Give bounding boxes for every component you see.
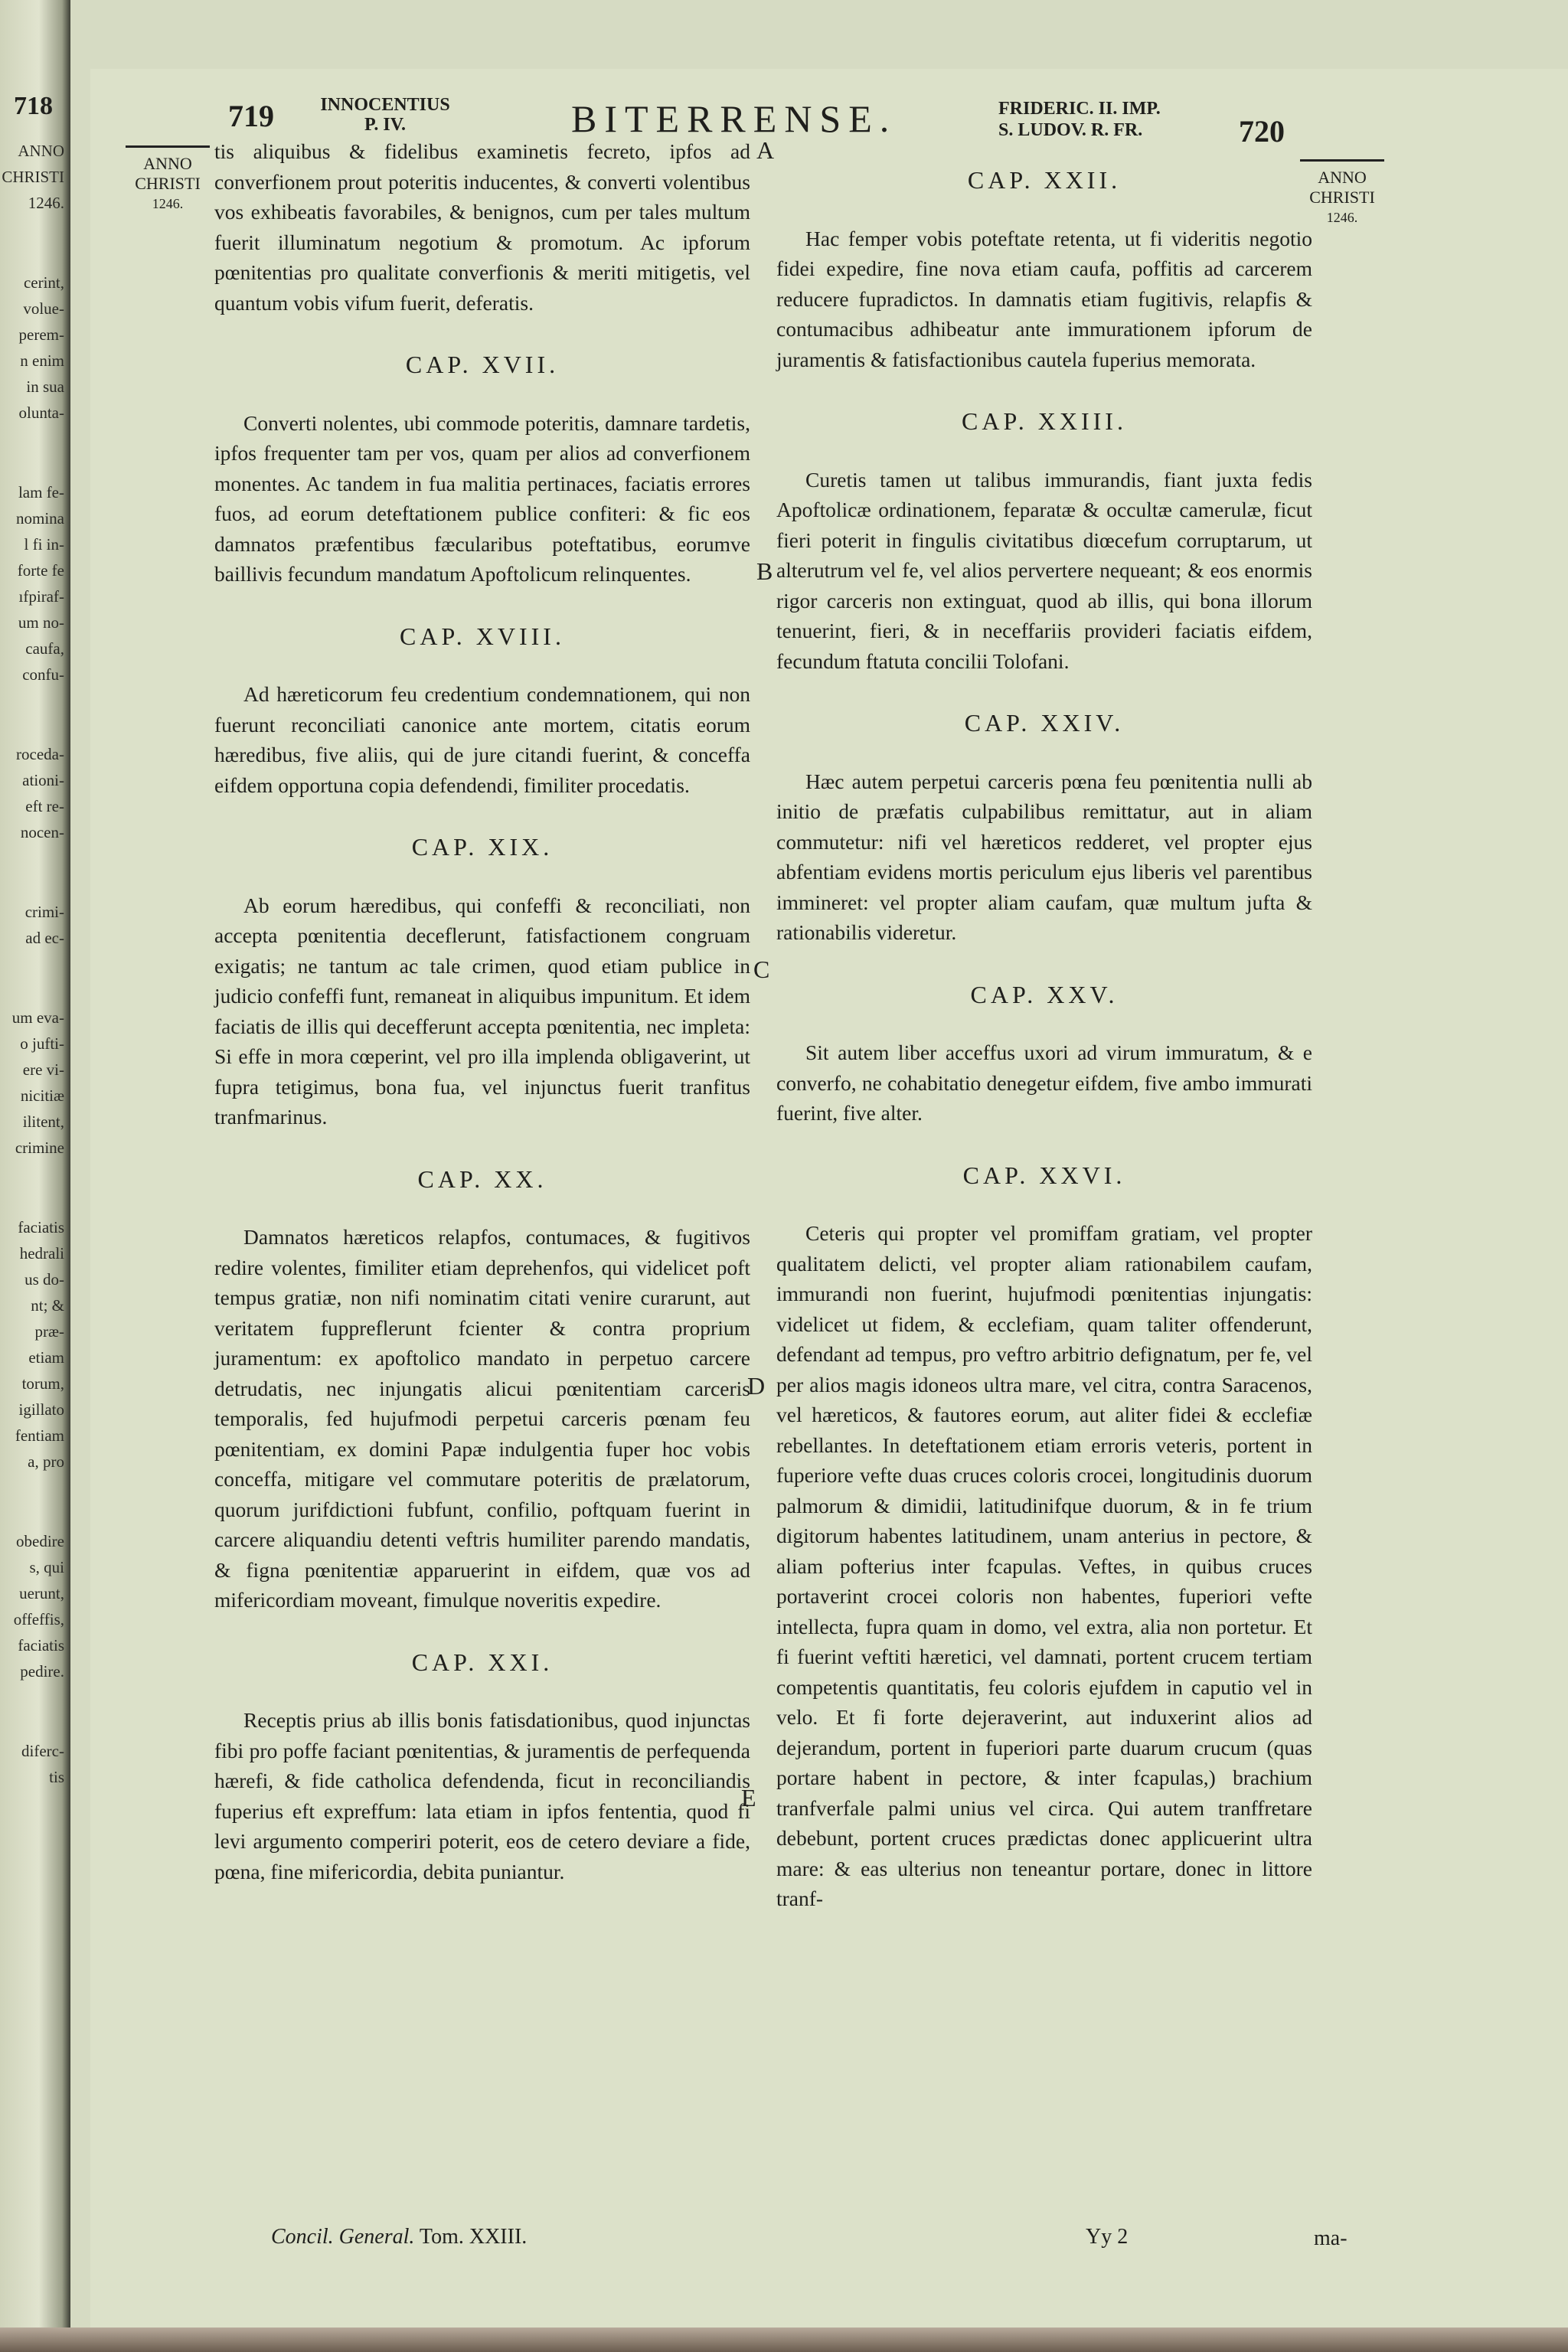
section-letter-d: D — [747, 1372, 766, 1400]
previous-page-fragment: ad ec- — [25, 929, 64, 947]
previous-page-fragment: fentiam — [15, 1426, 64, 1445]
chapter-heading: CAP. XXIII. — [962, 407, 1127, 435]
margin-note-line3: 1246. — [152, 196, 184, 211]
section-letter-a: A — [756, 136, 775, 164]
previous-page-fragment: torum, — [21, 1374, 64, 1393]
previous-page-fragment: ıfpiraf- — [18, 587, 64, 606]
signature-mark: Yy 2 — [1086, 2225, 1129, 2249]
margin-rule — [1300, 159, 1384, 162]
previous-page-fragment: igillato — [18, 1400, 64, 1419]
chapter-text: Hac femper vobis poteftate retenta, ut fi videritis negotio fidei expedire, fine nova etiam caufa, poffitis ad carcerem reducere fupradictos. In damnatis etiam fugitivis, relapfis & contumacibus adhibeatur ante immurationem ipforum de juramentis & fatisfactionibus cautela fuperius memorata. — [776, 226, 1312, 371]
previous-page-fragment: in sua — [26, 377, 64, 396]
previous-page-fragment: roceda- — [16, 745, 64, 763]
previous-page-fragment: lam fe- — [18, 483, 64, 501]
left-text-column — [214, 136, 750, 1886]
previous-page-fragment: volue- — [23, 299, 64, 318]
previous-page-fragment: o jufti- — [20, 1034, 64, 1053]
previous-page-fragment: CHRISTI — [2, 168, 64, 186]
chapter-heading: CAP. XXI. — [411, 1648, 554, 1676]
previous-page-fragment: ilitent, — [22, 1112, 64, 1131]
previous-page-fragment: ANNO — [18, 142, 64, 160]
previous-page-fragment: uerunt, — [19, 1584, 64, 1602]
previous-page-fragment: s, qui — [29, 1558, 64, 1576]
chapter-text: Receptis prius ab illis bonis fatisdationibus, quod injunctas fibi pro poffe faciant pœnitentias, & juramentis de perfequenda hærefi, & fide catholica defendenda, ficut in reconciliandis fuperius eft expreffum: lata etiam in ipfos fententia, quod fi levi argumento comperiri poterit, eos de cetero deviare a fide, pœna, fine mifericordia, debita puniantur. — [214, 1708, 750, 1883]
chapter-heading: CAP. XXIV. — [964, 709, 1125, 737]
catchword: ma- — [1314, 2226, 1348, 2250]
continued-paragraph: tis aliquibus & fidelibus examinetis fecreto, ipfos ad converfionem prout poteritis inducentes, & converti volentibus vos exhibeatis favorabiles, & benignos, cum per tales multum fuerit illuminatum negotium & promotum. Ac ipforum pœnitentias pro qualitate converfionis & meriti mitigetis, vel quantum vobis vifum fuerit, deferatis. — [214, 139, 750, 315]
chapter-text: Curetis tamen ut talibus immurandis, fiant juxta fedis Apoftolicæ ordinationem, feparatæ & occultæ camerulæ, ficut fieri poterit in fingulis civitatibus diœcefum corruptarum, ut alterutrum vel fe, vel alios pervertere nequeant; & eos enormis rigor carceris non extinguat, quod ab illis, qui bona illorum tenuerint, fieri, & in neceffariis provideri faciatis eifdem, fecundum ftatuta concilii Tolofani. — [776, 467, 1312, 673]
margin-note-line2: CHRISTI — [135, 174, 201, 193]
previous-page-fragment: um no- — [18, 613, 64, 632]
section-letter-e: E — [741, 1784, 756, 1811]
section-letter-b: B — [756, 557, 773, 585]
previous-page-fragment: crimi- — [24, 903, 64, 921]
left-running-subtitle — [305, 95, 466, 135]
previous-page-fragment: ere vi- — [22, 1060, 64, 1079]
chapter-text: Ab eorum hæredibus, qui confeffi & reconciliati, non accepta pœnitentia deceflerunt, fatisfactionem congruam exigatis; ne tantum ac tale crimen, quod etiam publice in judicio confeffi funt, remaneat in aliquibus impunitum. Et idem faciatis de illis qui decefferunt accepta pœnitentia, nec impleta: Si effe in mora cœperint, vel pro illa implenda obligaverint, ut fupra tetigimus, bona fua, vel injunctus fuerit tranfitus tranfmarinus. — [214, 893, 750, 1129]
previous-page-fragment: diferc- — [21, 1742, 64, 1760]
right-margin-note — [1300, 159, 1384, 227]
previous-page-fragment: nocen- — [20, 823, 64, 841]
previous-page-fragment: perem- — [18, 325, 64, 344]
previous-page-fragment: tis — [49, 1768, 64, 1786]
chapter-heading: CAP. XXV. — [970, 980, 1119, 1008]
previous-page-fragment: a, pro — [28, 1452, 64, 1471]
previous-page-fragment: um eva- — [11, 1008, 64, 1027]
chapter-heading: CAP. XVII. — [405, 351, 560, 378]
chapter-heading: CAP. XXII. — [967, 166, 1122, 194]
previous-page-fragment: ationi- — [22, 771, 64, 789]
previous-page-fragment: etiam — [28, 1348, 64, 1367]
chapter-text: Damnatos hæreticos relapfos, contumaces, & fugitivos redire volentes, fimiliter etiam deprehenfos, qui videlicet poft tempus gratiæ, non nifi nominatim citati venire curarunt, aut veritatem fuppreflerunt fcienter & contra proprium juramentum: ex apoftolico mandato in perpetuo carcere detrudatis, nec injungatis alicui pœnitentiam carceris temporalis, fed hujufmodi perpetui carceris pœnam feu pœnitentiam, ex domini Papæ indulgentia fuper hoc vobis conceffa, mitigare vel commutare poteritis de prælatorum, quorum jurifdictioni fubfunt, confilio, poftquam fuerint in carcere aliquandiu detenti veftris humiliter parendo mandatis, & figna pœnitentiæ apparuerint in eifdem, quæ vos ad mifericordiam moveant, fimulque noveritis expedire. — [214, 1225, 750, 1612]
previous-page-fragment: olunta- — [18, 403, 64, 422]
chapter-text: Sit autem liber acceffus uxori ad virum immuratum, & e converfo, ne cohabitatio denegetur eifdem, five ambo immurati fuerint, five alter. — [776, 1040, 1312, 1125]
right-text-column — [776, 165, 1312, 1914]
previous-page-fragment: faciatis — [18, 1636, 64, 1655]
previous-page-fragment: us do- — [24, 1270, 64, 1289]
margin-rule — [126, 145, 210, 148]
book-page — [90, 69, 1568, 2352]
previous-page-number: 718 — [14, 92, 53, 120]
footer-source — [271, 2225, 527, 2249]
left-subtitle-line1: INNOCENTIUS — [320, 95, 450, 115]
left-page-number: 719 — [228, 99, 274, 133]
previous-page-fragment: nicitiæ — [20, 1086, 64, 1105]
right-subtitle-line1: FRIDERIC. II. IMP. — [998, 99, 1161, 119]
previous-page-fragment: nt; & — [31, 1296, 64, 1315]
right-subtitle-line2: S. LUDOV. R. FR. — [998, 120, 1143, 140]
chapter-text: Ad hæreticorum feu credentium condemnationem, qui non fuerunt reconciliati canonice ante mortem, citatis eorum hæredibus, five aliis, qui de jure citandi fuerint, & conceffa eifdem opportuna copia defendendi, fimiliter procedatis. — [214, 682, 750, 797]
previous-page-fragment: nomina — [16, 509, 64, 528]
previous-page-fragment: caufa, — [25, 639, 64, 658]
section-letter-c: C — [753, 956, 770, 983]
running-title: BITERRENSE. — [571, 97, 897, 140]
previous-page-fragment: crimine — [15, 1138, 64, 1157]
margin-note-line3: 1246. — [1326, 210, 1358, 225]
chapter-heading: CAP. XXVI. — [962, 1161, 1126, 1189]
previous-page-fragment: n enim — [20, 351, 64, 370]
previous-page-fragment: l fi in- — [24, 535, 64, 554]
margin-note-line1: ANNO — [1318, 168, 1367, 187]
left-margin-note — [126, 145, 210, 214]
chapter-heading: CAP. XVIII. — [400, 622, 565, 650]
previous-page-fragment: eft re- — [25, 797, 64, 815]
previous-page-fragment: præ- — [34, 1322, 64, 1341]
previous-page-fragment: pedire. — [20, 1662, 64, 1681]
previous-page-fragment: forte fe — [17, 561, 64, 580]
chapter-text: Converti nolentes, ubi commode poteritis, damnare tardetis, ipfos frequenter tam per vos, quam per alios ad converfionem monentes. Ac tandem in fua malitia pertinaces, faciatis errores fuos, ad eorum deteftationem publice confiteri: & fic eos damnatos præfentibus fæcularibus poteftatibus, eorumve baillivis fecundum mandatum Apoftolicum relinquentes. — [214, 410, 750, 586]
previous-page-fragment: hedrali — [19, 1244, 64, 1263]
footer-volume: Tom. XXIII. — [419, 2225, 528, 2249]
previous-page-fragment: faciatis — [18, 1218, 64, 1236]
scan-bottom-edge — [0, 2328, 1568, 2352]
left-subtitle-line2: P. IV. — [364, 115, 407, 135]
previous-page-edge — [0, 0, 70, 2352]
previous-page-fragments — [2, 138, 64, 1790]
previous-page-fragment: cerint, — [23, 273, 64, 292]
right-page-number: 720 — [1239, 114, 1285, 149]
right-running-subtitle — [998, 98, 1161, 141]
chapter-heading: CAP. XIX. — [411, 833, 554, 861]
previous-page-fragment: offeffis, — [13, 1610, 64, 1628]
footer-source-title: Concil. General. — [271, 2225, 415, 2249]
chapter-text: Ceteris qui propter vel promiffam gratiam, vel propter qualitatem delicti, vel propter aliam rationabilem caufam, immurandi non fuerint, hujufmodi pœnitentias injungatis: videlicet ut fidem, & ecclefiam, quam taliter offenderunt, defendant ad tempus, pro veftro arbitrio defignatum, per fe, vel per alios magis idoneos ultra mare, vel citra, contra Saracenos, vel hæreticos, & fautores eorum, aut aliter fidei & ecclefiæ rebellantes. In deteftationem etiam erroris veteris, portent in fuperiore vefte duas cruces coloris crocei, longitudinis duorum palmorum & dimidii, latitudinifque duorum, & in fe trium digitorum habentes latitudinem, unam anterius in pectore, & aliam pofterius inter fcapulas. Veftes, in quibus cruces portaverint crocei coloris non habentes, fuperiori vefte intellecta, fupra quam in domo, vel extra, alia non portetur. Et fi fuerint veftiti hæretici, vel damnati, portent crucem tertiam competentis quantitatis, feu coloris ejufdem in caputio vel in velo. Et fi forte dejeraverint, aut induxerint alios ad dejerandum, portent in fuperiori parte duarum crucum (quas portare habent in pectore, & inter fcapulas,) brachium tranfverfale palmi unius vel circa. Qui autem tranffretare debebunt, portent cruces prædictas donec applicuerint ultra mare: & eas ulterius non teneantur portare, donec in littore tranf- — [776, 1221, 1312, 1910]
chapter-heading: CAP. XX. — [417, 1165, 547, 1193]
margin-note-line2: CHRISTI — [1309, 188, 1375, 207]
previous-page-fragment: 1246. — [28, 194, 64, 212]
margin-note-line1: ANNO — [143, 154, 192, 173]
previous-page-fragment: confu- — [22, 665, 64, 684]
previous-page-fragment: obedire — [16, 1532, 64, 1550]
chapter-text: Hæc autem perpetui carceris pœna feu pœnitentia nulli ab initio de præfatis culpabilibus remittatur, aut in aliam commutetur: nifi vel hæreticos redderet, vel propter ejus abfentiam evidens mortis periculum ejus liberis vel parentibus immineret: vel propter aliam caufam, quæ multum jufta & rationabilis videretur. — [776, 769, 1312, 944]
